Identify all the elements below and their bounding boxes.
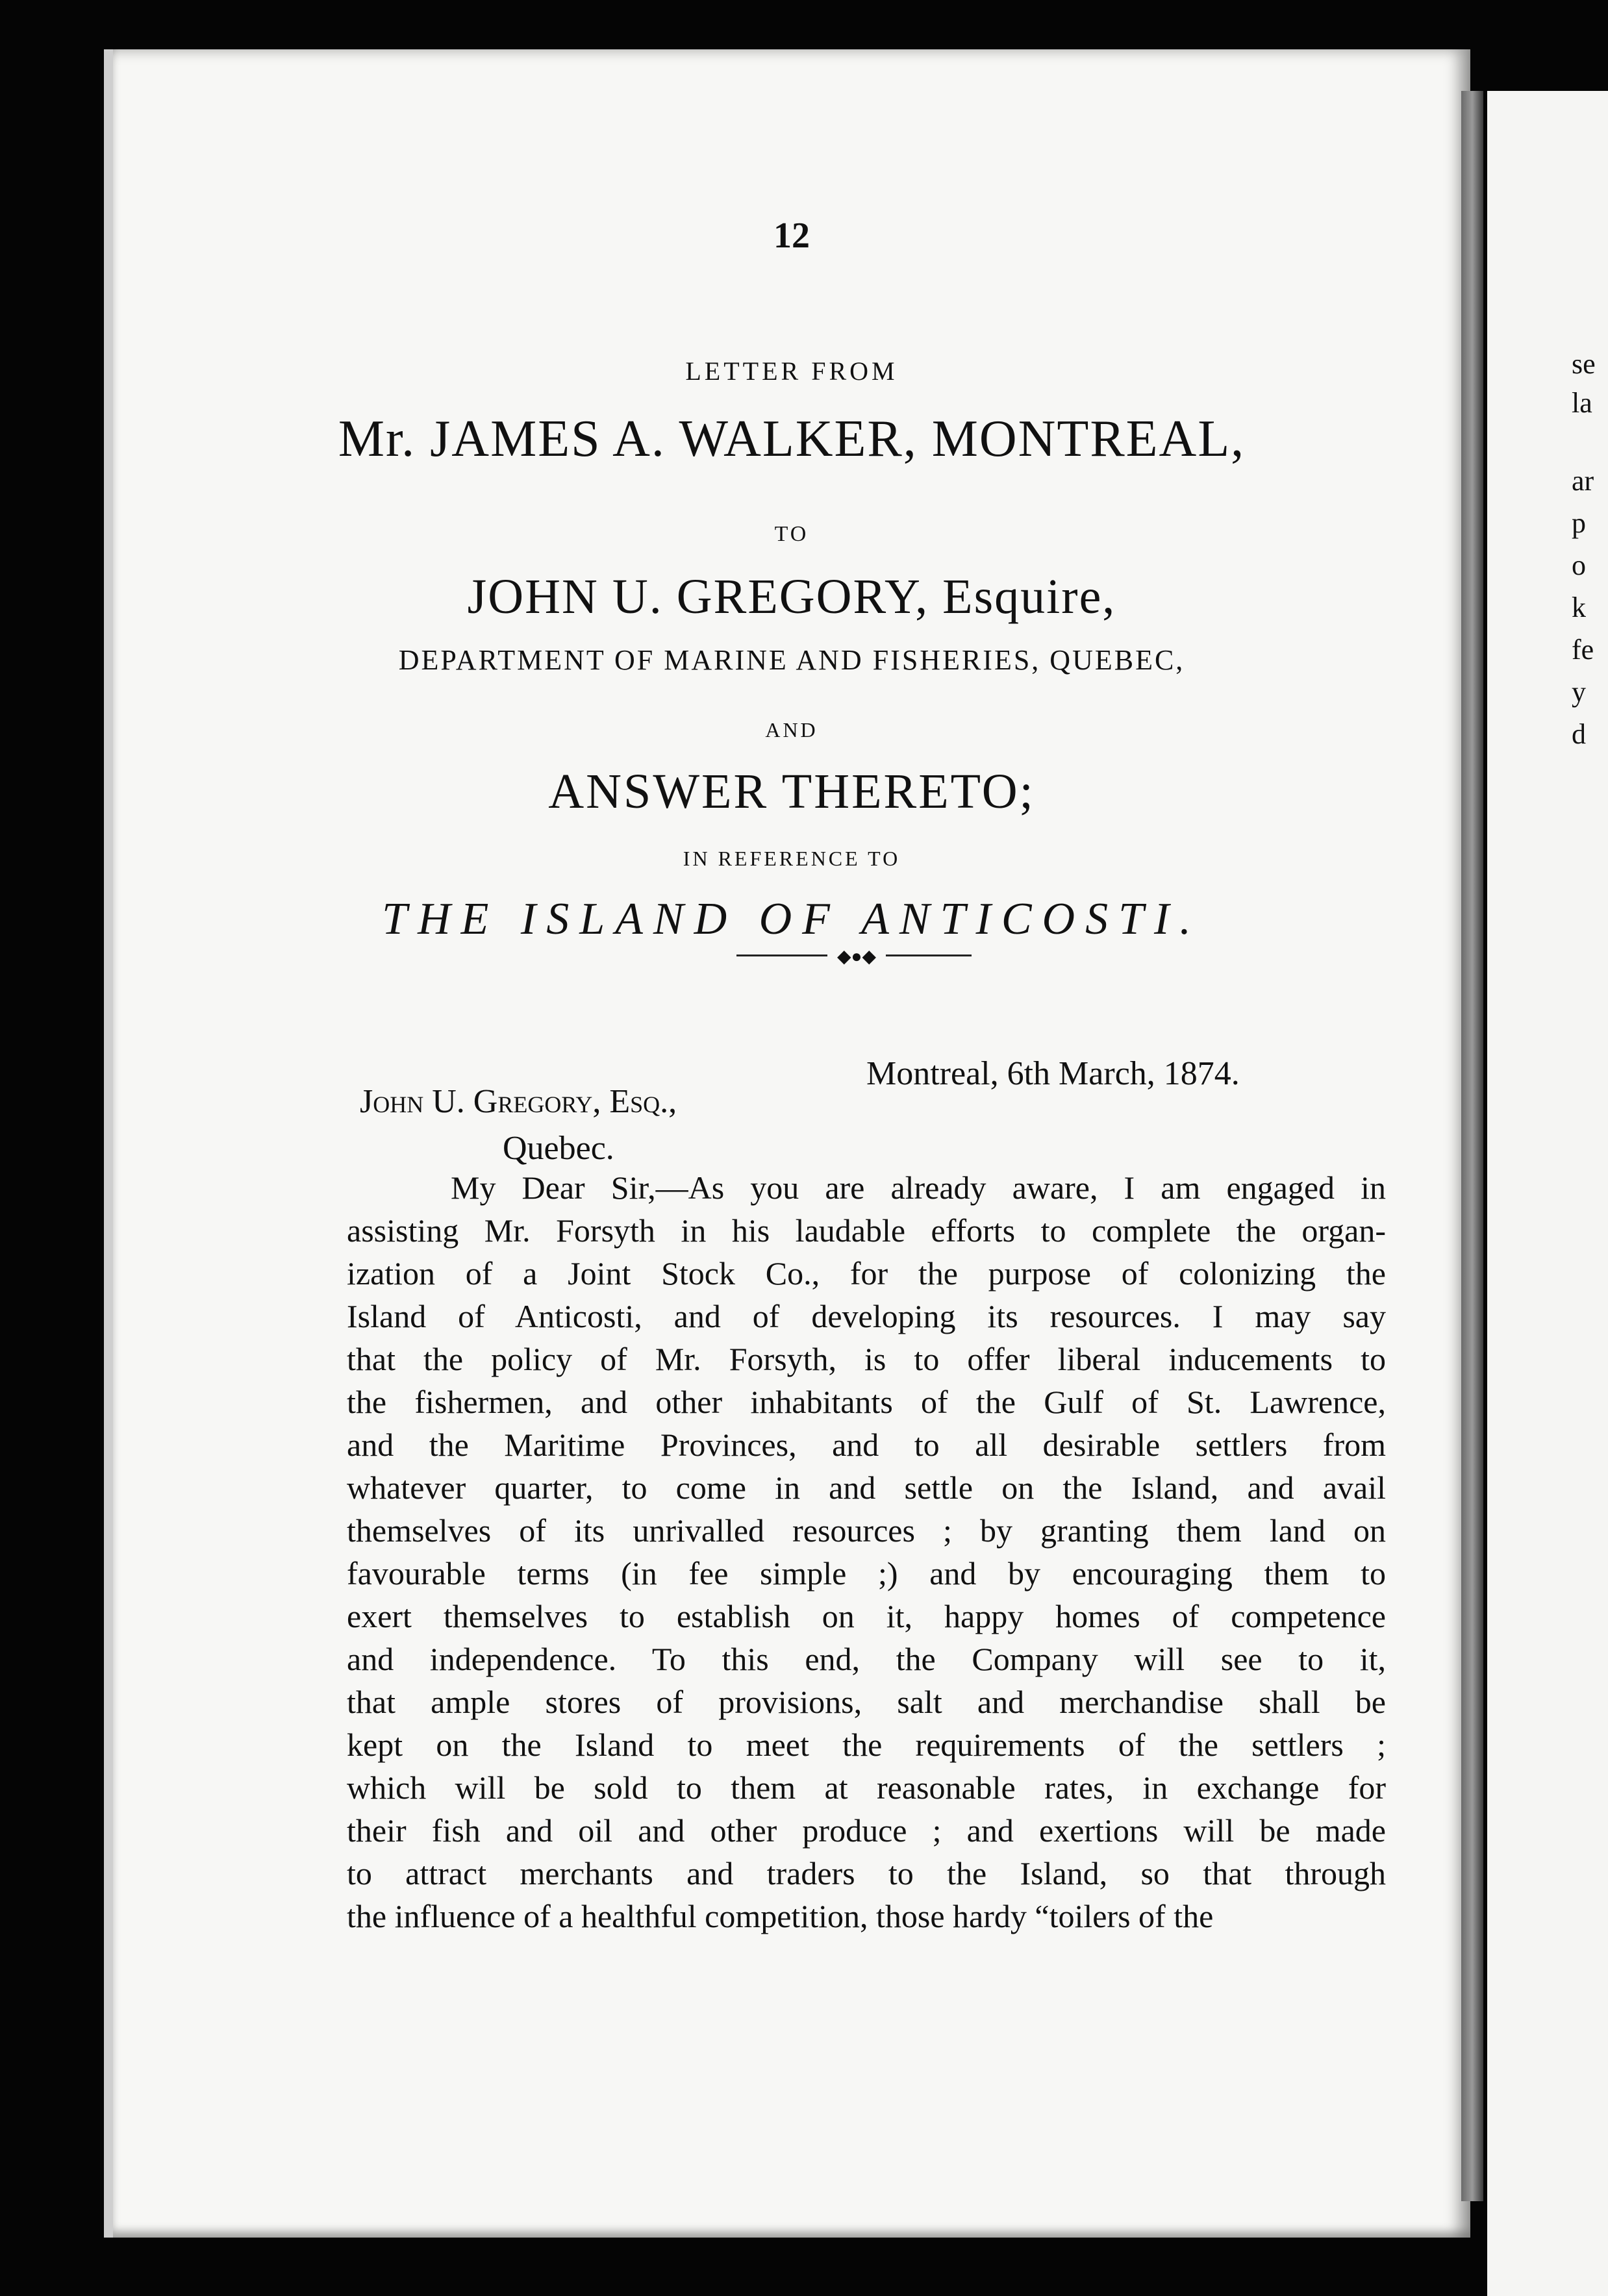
- letter-body: [347, 1166, 1386, 1938]
- and-label: AND: [765, 718, 818, 742]
- subject-heading: THE ISLAND OF ANTICOSTI.: [382, 894, 1201, 944]
- adjacent-page-fragment: ar: [1572, 465, 1594, 497]
- adjacent-page-fragment: fe: [1572, 634, 1594, 666]
- body-line: favourable terms (in fee simple ;) and by encouraging them to: [347, 1555, 1386, 1591]
- in-reference-label: IN REFERENCE TO: [683, 847, 901, 870]
- body-line: assisting Mr. Forsyth in his laudable efforts to complete the organ-: [347, 1212, 1386, 1249]
- body-line: and the Maritime Provinces, and to all desirable settlers from: [347, 1427, 1386, 1463]
- addressee-name: John U. Gregory, Esq.,: [360, 1083, 677, 1120]
- body-line: My Dear Sir,—As you are already aware, I am engaged in: [451, 1169, 1386, 1206]
- body-line: the fishermen, and other inhabitants of the Gulf of St. Lawrence,: [347, 1384, 1386, 1420]
- divider-ornament: ◆●◆: [827, 945, 886, 967]
- body-line: kept on the Island to meet the requirements of the settlers ;: [347, 1727, 1386, 1763]
- body-line: which will be sold to them at reasonable rates, in exchange for: [347, 1769, 1386, 1806]
- body-line: the influence of a healthful competition, those hardy “toilers of the: [347, 1898, 1214, 1934]
- adjacent-page-fragment: la: [1572, 387, 1592, 419]
- body-line: to attract merchants and traders to the Island, so that through: [347, 1855, 1386, 1891]
- adjacent-page-fragment: p: [1572, 507, 1586, 539]
- body-line: and independence. To this end, the Company will see to it,: [347, 1641, 1386, 1677]
- body-line: Island of Anticosti, and of developing its resources. I may say: [347, 1298, 1386, 1334]
- department-line: DEPARTMENT OF MARINE AND FISHERIES, QUEBEC,: [398, 644, 1185, 676]
- letter-from-label: LETTER FROM: [685, 356, 898, 386]
- sender-name: Mr. JAMES A. WALKER, MONTREAL,: [338, 410, 1246, 468]
- letter-addressee: [360, 1079, 677, 1172]
- to-label: TO: [774, 522, 809, 546]
- letter-dateline: Montreal, 6th March, 1874.: [866, 1055, 1240, 1092]
- adjacent-page-fragment: o: [1572, 549, 1586, 581]
- adjacent-page-fragment: k: [1572, 592, 1586, 623]
- book-spine-edge: [1461, 91, 1483, 2201]
- page-number: 12: [773, 216, 810, 256]
- body-line: that ample stores of provisions, salt and merchandise shall be: [347, 1684, 1386, 1720]
- body-line: their fish and oil and other produce ; and exertions will be made: [347, 1812, 1386, 1849]
- body-line: whatever quarter, to come in and settle on the Island, and avail: [347, 1469, 1386, 1506]
- answer-heading: ANSWER THERETO;: [548, 764, 1035, 819]
- addressee-city: Quebec.: [503, 1130, 614, 1167]
- body-line: themselves of its unrivalled resources ; by granting them land on: [347, 1512, 1386, 1549]
- body-line: that the policy of Mr. Forsyth, is to offer liberal inducements to: [347, 1341, 1386, 1377]
- adjacent-page-fragment: y: [1572, 676, 1586, 708]
- body-line: exert themselves to establish on it, happy homes of competence: [347, 1598, 1386, 1634]
- adjacent-page-fragment: d: [1572, 718, 1586, 750]
- body-line: ization of a Joint Stock Co., for the purpose of colonizing the: [347, 1255, 1386, 1292]
- book-page: [104, 49, 1470, 2238]
- recipient-name: JOHN U. GREGORY, Esquire,: [467, 569, 1116, 624]
- adjacent-page: [1487, 91, 1608, 2296]
- adjacent-page-fragment: se: [1572, 348, 1596, 380]
